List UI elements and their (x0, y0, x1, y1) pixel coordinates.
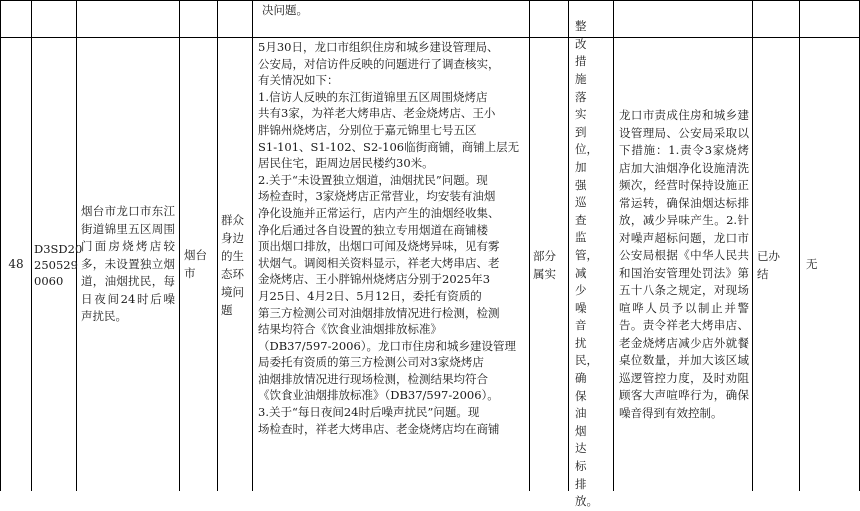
details-line: 第三方检测公司对油烟排放情况进行检测，检测 (258, 305, 500, 320)
details-line: 油烟排放情况进行现场检测，检测结果均符合 (258, 371, 488, 386)
col-line (31, 0, 32, 491)
finding-cell (533, 38, 566, 491)
details-line: 居民住宅，距周边居民楼约30米。 (258, 156, 434, 171)
complaint-code-line: 250529 (34, 257, 78, 272)
details-line: 1.信访人反映的东江街道锦里五区周围烧烤店 (258, 89, 488, 104)
details-line: S1-101、S1-102、S2-106临街商铺，商铺上层无 (258, 139, 520, 154)
accountability: 无 (806, 257, 818, 272)
details-line: 状烟气。调阅相关资料显示，祥老大烤串店、老 (258, 255, 500, 270)
completion-status-cell (757, 38, 797, 491)
rectification-status: 整改措施落实到位，加强巡查监管，减少噪音扰民，确保油烟达标排放。 (575, 19, 598, 509)
details-line: 3.关于“每日夜间24时后噪声扰民”问题。现 (258, 405, 480, 420)
col-line (529, 0, 530, 491)
details-line: 月25日、4月2日、5月12日，委托有资质的 (258, 288, 482, 303)
col-line (799, 0, 800, 491)
table-border-top (0, 0, 860, 1)
details-line: 场检查时，3家烧烤店正常营业，均安装有油烟 (258, 189, 496, 204)
details-line: 场检查时，祥老大烤串店、老金烧烤店均在商铺 (258, 421, 500, 436)
measures-cell (619, 38, 749, 491)
details-line: 局委托有资质的第三方检测公司对3家烧烤店 (258, 355, 484, 370)
previous-row-details-tail: 决问题。 (262, 3, 308, 17)
details-line: 净化设施并正常运行，店内产生的油烟经收集、 (258, 205, 500, 220)
row-sequence-number: 48 (8, 257, 24, 272)
rectification-measures: 龙口市责成住房和城乡建设管理局、公安局采取以下措施：1.责令3家烧烤店加大油烟净化设施清洗频次，经营时保持设施正常运转，确保油烟达标排放，减少异味产生。2.针对噪声超标问题，龙口市公安局根据《中华人民共和国治安管理处罚法》第五十八条之规定，对现场喧哗人员予以制止并警告。责令祥老大烤串店、老金烧烤店减少店外就餐桌位数量，并加大该区域巡逻管控力度，及时劝阻顾客大声喧哗行为，确保噪音得到有效控制。 (619, 108, 749, 420)
col-line (613, 0, 614, 491)
complaint-code (34, 38, 83, 491)
details-line: 2.关于“未设置独立烟道，油烟扰民”问题。现 (258, 172, 488, 187)
details-line: 《饮食业油烟排放标准》（DB37/597-2006）。 (258, 388, 499, 403)
col-line (752, 0, 753, 491)
completion-status: 已办结 (757, 248, 780, 281)
accountability-cell (806, 38, 856, 491)
complaint-code-line: 0060 (34, 273, 64, 288)
details-line: 结果均符合《饮食业油烟排放标准》 (258, 322, 442, 337)
col-line (217, 0, 218, 491)
col-line (179, 0, 180, 491)
region: 烟台市 (184, 248, 207, 280)
region-cell (184, 38, 214, 491)
details-line: （DB37/597-2006）。龙口市住房和城乡建设管理 (258, 338, 517, 353)
details-line: 胖锦州烧烤店，分别位于嘉元锦里七号五区 (258, 122, 477, 137)
complaint-code-line: D3SD20 (34, 241, 83, 256)
problem-category: 群众身边的生态环境问题 (221, 212, 244, 317)
col-line (252, 0, 253, 491)
details-line: 有关情况如下： (258, 73, 339, 88)
details-line: 公安局，对信访件反映的问题进行了调查核实， (258, 56, 500, 71)
col-line (568, 0, 569, 491)
details-line: 净化后通过各自设置的独立专用烟道在商铺楼 (258, 222, 488, 237)
details-line: 共有3家，为祥老大烤串店、老金烧烤店、王小 (258, 106, 496, 121)
details-line: 金烧烤店、王小胖锦州烧烤店分别于2025年3 (258, 272, 491, 287)
finding-result: 部分属实 (533, 248, 556, 281)
complaint-content-cell (81, 38, 175, 491)
complaint-content: 烟台市龙口市东江街道锦里五区周围门面房烧烤店较多，未设置独立烟道，油烟扰民，每日夜间24时后噪声扰民。 (81, 204, 175, 324)
investigation-details (258, 39, 526, 437)
rectification-status-cell (575, 19, 609, 509)
details-line: 顶出烟口排放，出烟口可闻及烧烤异味，见有雾 (258, 239, 500, 254)
category-cell (221, 38, 249, 491)
details-line: 5月30日，龙口市组织住房和城乡建设管理局、 (258, 40, 499, 54)
